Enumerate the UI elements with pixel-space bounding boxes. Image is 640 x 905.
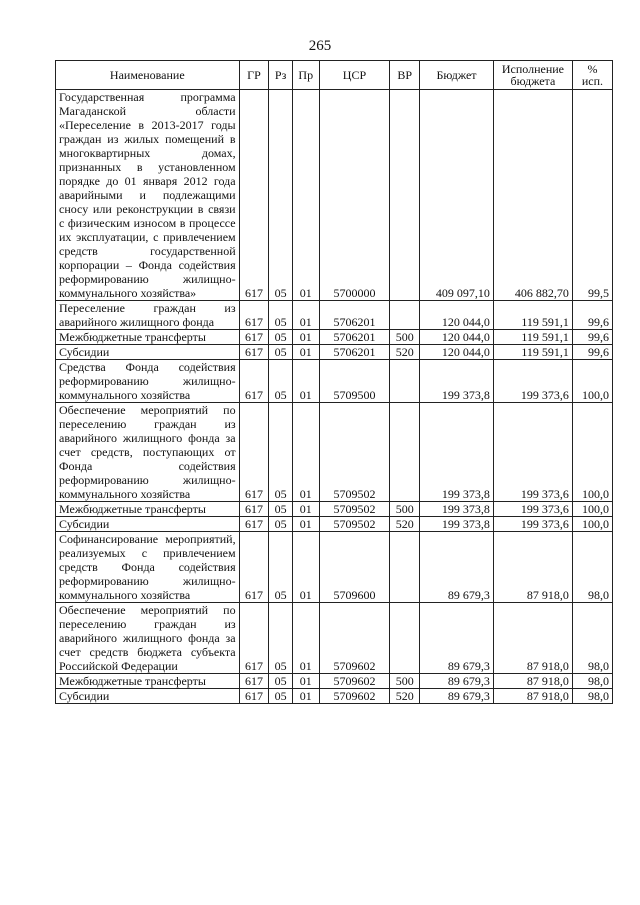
- row-csr: 5709502: [319, 403, 390, 502]
- table-header-row: [56, 61, 613, 90]
- row-budget: 199 373,8: [420, 403, 494, 502]
- row-pr: 01: [292, 330, 319, 345]
- row-percent: 99,6: [572, 330, 612, 345]
- table-row: [56, 403, 613, 502]
- row-percent: 99,6: [572, 345, 612, 360]
- row-csr: 5709602: [319, 689, 390, 704]
- row-budget: 89 679,3: [420, 532, 494, 603]
- header-budget: Бюджет: [420, 61, 494, 90]
- row-gr: 617: [239, 330, 269, 345]
- row-rz: 05: [269, 90, 293, 301]
- row-budget: 199 373,8: [420, 502, 494, 517]
- row-gr: 617: [239, 502, 269, 517]
- table-row: [56, 502, 613, 517]
- row-vr: [390, 360, 420, 403]
- table-row: [56, 603, 613, 674]
- row-percent: 99,5: [572, 90, 612, 301]
- row-name: Обеспечение мероприятий по переселению граждан из аварийного жилищного фонда за счет средств бюджета субъекта Российской Федерации: [56, 603, 240, 674]
- row-percent: 98,0: [572, 674, 612, 689]
- row-gr: 617: [239, 532, 269, 603]
- row-execution: 199 373,6: [493, 517, 572, 532]
- row-percent: 99,6: [572, 301, 612, 330]
- row-csr: 5709602: [319, 674, 390, 689]
- table-row: [56, 345, 613, 360]
- row-execution: 199 373,6: [493, 502, 572, 517]
- table-row: [56, 301, 613, 330]
- row-execution: 119 591,1: [493, 330, 572, 345]
- row-vr: 500: [390, 330, 420, 345]
- row-gr: 617: [239, 403, 269, 502]
- table-row: [56, 689, 613, 704]
- row-vr: 520: [390, 689, 420, 704]
- row-execution: 119 591,1: [493, 345, 572, 360]
- budget-table: [55, 60, 613, 704]
- table-body: [56, 90, 613, 704]
- row-percent: 100,0: [572, 403, 612, 502]
- row-gr: 617: [239, 603, 269, 674]
- row-gr: 617: [239, 90, 269, 301]
- row-gr: 617: [239, 345, 269, 360]
- row-pr: 01: [292, 90, 319, 301]
- row-budget: 120 044,0: [420, 345, 494, 360]
- row-name: Межбюджетные трансферты: [56, 674, 240, 689]
- row-pr: 01: [292, 532, 319, 603]
- row-rz: 05: [269, 502, 293, 517]
- row-pr: 01: [292, 360, 319, 403]
- row-gr: 617: [239, 360, 269, 403]
- row-pr: 01: [292, 603, 319, 674]
- row-rz: 05: [269, 360, 293, 403]
- row-percent: 98,0: [572, 532, 612, 603]
- row-vr: 500: [390, 502, 420, 517]
- row-csr: 5709602: [319, 603, 390, 674]
- row-percent: 100,0: [572, 502, 612, 517]
- header-gr: ГР: [239, 61, 269, 90]
- header-execution: Исполнение бюджета: [493, 61, 572, 90]
- table-row: [56, 360, 613, 403]
- header-percent: % исп.: [572, 61, 612, 90]
- row-rz: 05: [269, 689, 293, 704]
- row-percent: 98,0: [572, 603, 612, 674]
- row-execution: 199 373,6: [493, 360, 572, 403]
- row-rz: 05: [269, 674, 293, 689]
- row-pr: 01: [292, 674, 319, 689]
- row-vr: 520: [390, 345, 420, 360]
- row-budget: 199 373,8: [420, 360, 494, 403]
- row-rz: 05: [269, 345, 293, 360]
- table-row: [56, 532, 613, 603]
- table-row: [56, 674, 613, 689]
- row-pr: 01: [292, 403, 319, 502]
- row-rz: 05: [269, 517, 293, 532]
- row-vr: [390, 603, 420, 674]
- row-budget: 120 044,0: [420, 330, 494, 345]
- header-rz: Рз: [269, 61, 293, 90]
- row-percent: 98,0: [572, 689, 612, 704]
- row-csr: 5706201: [319, 330, 390, 345]
- row-name: Средства Фонда содействия реформированию жилищно-коммунального хозяйства: [56, 360, 240, 403]
- table-row: [56, 517, 613, 532]
- row-gr: 617: [239, 674, 269, 689]
- row-execution: 119 591,1: [493, 301, 572, 330]
- row-csr: 5709502: [319, 502, 390, 517]
- header-pr: Пр: [292, 61, 319, 90]
- row-gr: 617: [239, 301, 269, 330]
- row-name: Субсидии: [56, 517, 240, 532]
- header-vr: ВР: [390, 61, 420, 90]
- row-rz: 05: [269, 532, 293, 603]
- row-vr: 520: [390, 517, 420, 532]
- row-rz: 05: [269, 330, 293, 345]
- page-number: 265: [308, 38, 332, 54]
- row-csr: 5709502: [319, 517, 390, 532]
- row-gr: 617: [239, 517, 269, 532]
- row-execution: 199 373,6: [493, 403, 572, 502]
- row-csr: 5709500: [319, 360, 390, 403]
- table-row: [56, 330, 613, 345]
- row-rz: 05: [269, 301, 293, 330]
- row-budget: 409 097,10: [420, 90, 494, 301]
- row-pr: 01: [292, 301, 319, 330]
- row-vr: [390, 403, 420, 502]
- table-row: [56, 90, 613, 301]
- row-gr: 617: [239, 689, 269, 704]
- row-vr: [390, 532, 420, 603]
- row-csr: 5706201: [319, 345, 390, 360]
- header-csr: ЦСР: [319, 61, 390, 90]
- row-execution: 87 918,0: [493, 603, 572, 674]
- row-budget: 89 679,3: [420, 674, 494, 689]
- row-execution: 87 918,0: [493, 532, 572, 603]
- row-budget: 89 679,3: [420, 689, 494, 704]
- row-csr: 5709600: [319, 532, 390, 603]
- row-name: Субсидии: [56, 345, 240, 360]
- row-vr: 500: [390, 674, 420, 689]
- row-pr: 01: [292, 689, 319, 704]
- row-name: Субсидии: [56, 689, 240, 704]
- row-name: Государственная программа Магаданской области «Переселение в 2013-2017 годы граждан из жилых помещений в многоквартирных домах, признанных в установленном порядке до 01 января 2012 года аварийными и подлежащими сносу или реконструкции в связи с физическим износом в процессе их эксплуатации, с привлечением средств государственной корпорации – Фонда содействия реформированию жилищно-коммунального хозяйства»: [56, 90, 240, 301]
- row-pr: 01: [292, 502, 319, 517]
- row-vr: [390, 301, 420, 330]
- row-pr: 01: [292, 345, 319, 360]
- row-percent: 100,0: [572, 517, 612, 532]
- row-budget: 120 044,0: [420, 301, 494, 330]
- row-execution: 406 882,70: [493, 90, 572, 301]
- row-name: Обеспечение мероприятий по переселению граждан из аварийного жилищного фонда за счет средств, поступающих от Фонда содействия реформированию жилищно-коммунального хозяйства: [56, 403, 240, 502]
- row-csr: 5700000: [319, 90, 390, 301]
- row-name: Межбюджетные трансферты: [56, 330, 240, 345]
- row-budget: 89 679,3: [420, 603, 494, 674]
- row-csr: 5706201: [319, 301, 390, 330]
- row-name: Межбюджетные трансферты: [56, 502, 240, 517]
- header-name: Наименование: [56, 61, 240, 90]
- row-pr: 01: [292, 517, 319, 532]
- row-name: Переселение граждан из аварийного жилищного фонда: [56, 301, 240, 330]
- row-execution: 87 918,0: [493, 674, 572, 689]
- row-budget: 199 373,8: [420, 517, 494, 532]
- row-vr: [390, 90, 420, 301]
- row-name: Софинансирование мероприятий, реализуемых с привлечением средств Фонда содействия реформированию жилищно-коммунального хозяйства: [56, 532, 240, 603]
- row-execution: 87 918,0: [493, 689, 572, 704]
- row-percent: 100,0: [572, 360, 612, 403]
- row-rz: 05: [269, 403, 293, 502]
- row-rz: 05: [269, 603, 293, 674]
